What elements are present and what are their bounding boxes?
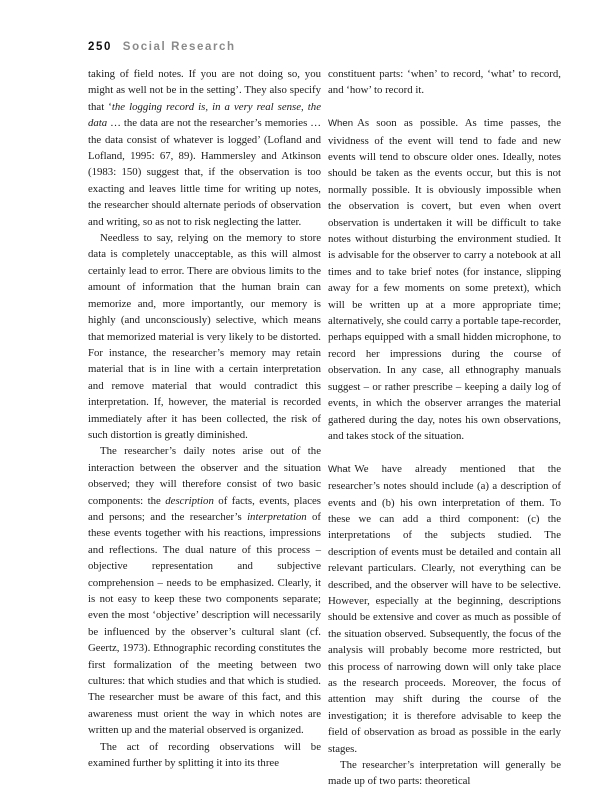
section-what	[328, 461, 561, 757]
paragraph-interpretation: The researcher’s interpretation will generally be made up of two parts: theoretical	[328, 759, 561, 788]
right-column	[328, 66, 561, 790]
left-column	[88, 66, 321, 771]
paragraph-continued	[88, 66, 321, 230]
text-run: taking of field notes. If you are not doing so, you might as well not be in the setting’. They also specify that ‘	[88, 68, 321, 113]
paragraph-recording-act: The act of recording observations will be examined further by splitting it into its three	[88, 740, 321, 770]
emphasis-interpretation: interpretation	[247, 510, 307, 523]
section-when	[328, 115, 561, 444]
run-in-heading-what: What	[328, 463, 351, 475]
running-head	[88, 41, 236, 53]
emphasis-description: description	[165, 494, 214, 507]
running-title: Social Research	[122, 41, 236, 53]
text-run: of these events together with his reactions, impressions and reflections. The dual nature of this process – objective representation and subjective comprehension – needs to be emphasized. Clearly, it is not easy to keep these two components separate; even the most ‘objective’ description will necessarily be influenced by the observer’s cultural slant (cf. Geertz, 1973). Ethnographic recording constitutes the first formalization of the meeting between two cultures: that which studies and that which is studied. The researcher must be aware of this fact, and this awareness must orient the way in which notes are written up and the material observed is organized.	[88, 510, 321, 737]
text-run: of facts, events, places and persons; and the researcher’s	[88, 494, 321, 523]
text-run: … the data are not the researcher’s memories … the data consist of whatever is logged’ (Lofland and Lofland, 1995: 67, 89). Hammersley and Atkinson (1983: 150) suggest that, if the observation is too exacting and leaves little time for writing up notes, the researcher should alternate periods of observation and writing, so as not to risk neglecting the latter.	[88, 117, 321, 228]
page-number: 250	[88, 41, 112, 53]
text-run: As soon as possible. As time passes, the vividness of the event will tend to fade and new events will tend to obscure older ones. Ideally, notes should be taken as the events occur, but this is not normally possible. It is obviously impossible when the observation is covert, but even when overt observation is undertaken it will be difficult to take notes without disturbing the environment studied. It is advisable for the observer to carry a notebook at all times and to take brief notes (for instance, slipping away for a few moments on some pretext), which will be written up at a more appropriate time; alternatively, she could carry a portable tape-recorder, perhaps equipped with a small hidden microphone, to record her impressions during the course of observation. In any case, all ethnography manuals suggest – or rather prescribe – keeping a daily log of events, in which the observer arranges the material gathered during the day, notes his own observations, and takes stock of the situation.	[328, 117, 561, 442]
paragraph-constituent-parts: constituent parts: ‘when’ to record, ‘what’ to record, and ‘how’ to record it.	[328, 68, 561, 97]
text-run: We have already mentioned that the researcher’s notes should include (a) a description of events and (b) his own interpretation of them. To these we can add a third component: (c) the interpretations of the subjects studied. The description of events must be detailed and contain all relevant particulars. Clearly, not everything can be described, and the observer will have to be selective. However, especially at the beginning, descriptions should be extensive and cover as much as possible of the situation observed. Subsequently, the focus of the analysis will probably become more restricted, but this process of narrowing down will only take place as the research proceeds. Moreover, the focus of attention may shift during the course of the investigation; it is therefore advisable to keep the field of observation as broad as possible in the early stages.	[328, 462, 561, 755]
text-run: The researcher’s daily notes arise out of the interaction between the observer and the situation observed; they will therefore consist of two basic components: the	[88, 445, 321, 507]
paragraph-daily-notes	[88, 443, 321, 738]
emphasis-quote: the logging record is, in a very real sense, the data	[88, 100, 321, 130]
run-in-heading-when: When	[328, 118, 354, 130]
paragraph-memory: Needless to say, relying on the memory to store data is completely unacceptable, as this will almost certainly lead to error. There are obvious limits to the amount of information that the human brain can memorize and, more importantly, our memory is highly (and unconsciously) selective, which means that memorized material is very likely to be distorted. For instance, the researcher’s memory may retain material that is in line with a certain interpretation and remove material that would contradict this interpretation. If, however, the material is recorded immediately after it has been collected, the risk of such distortion is greatly diminished.	[88, 232, 321, 441]
